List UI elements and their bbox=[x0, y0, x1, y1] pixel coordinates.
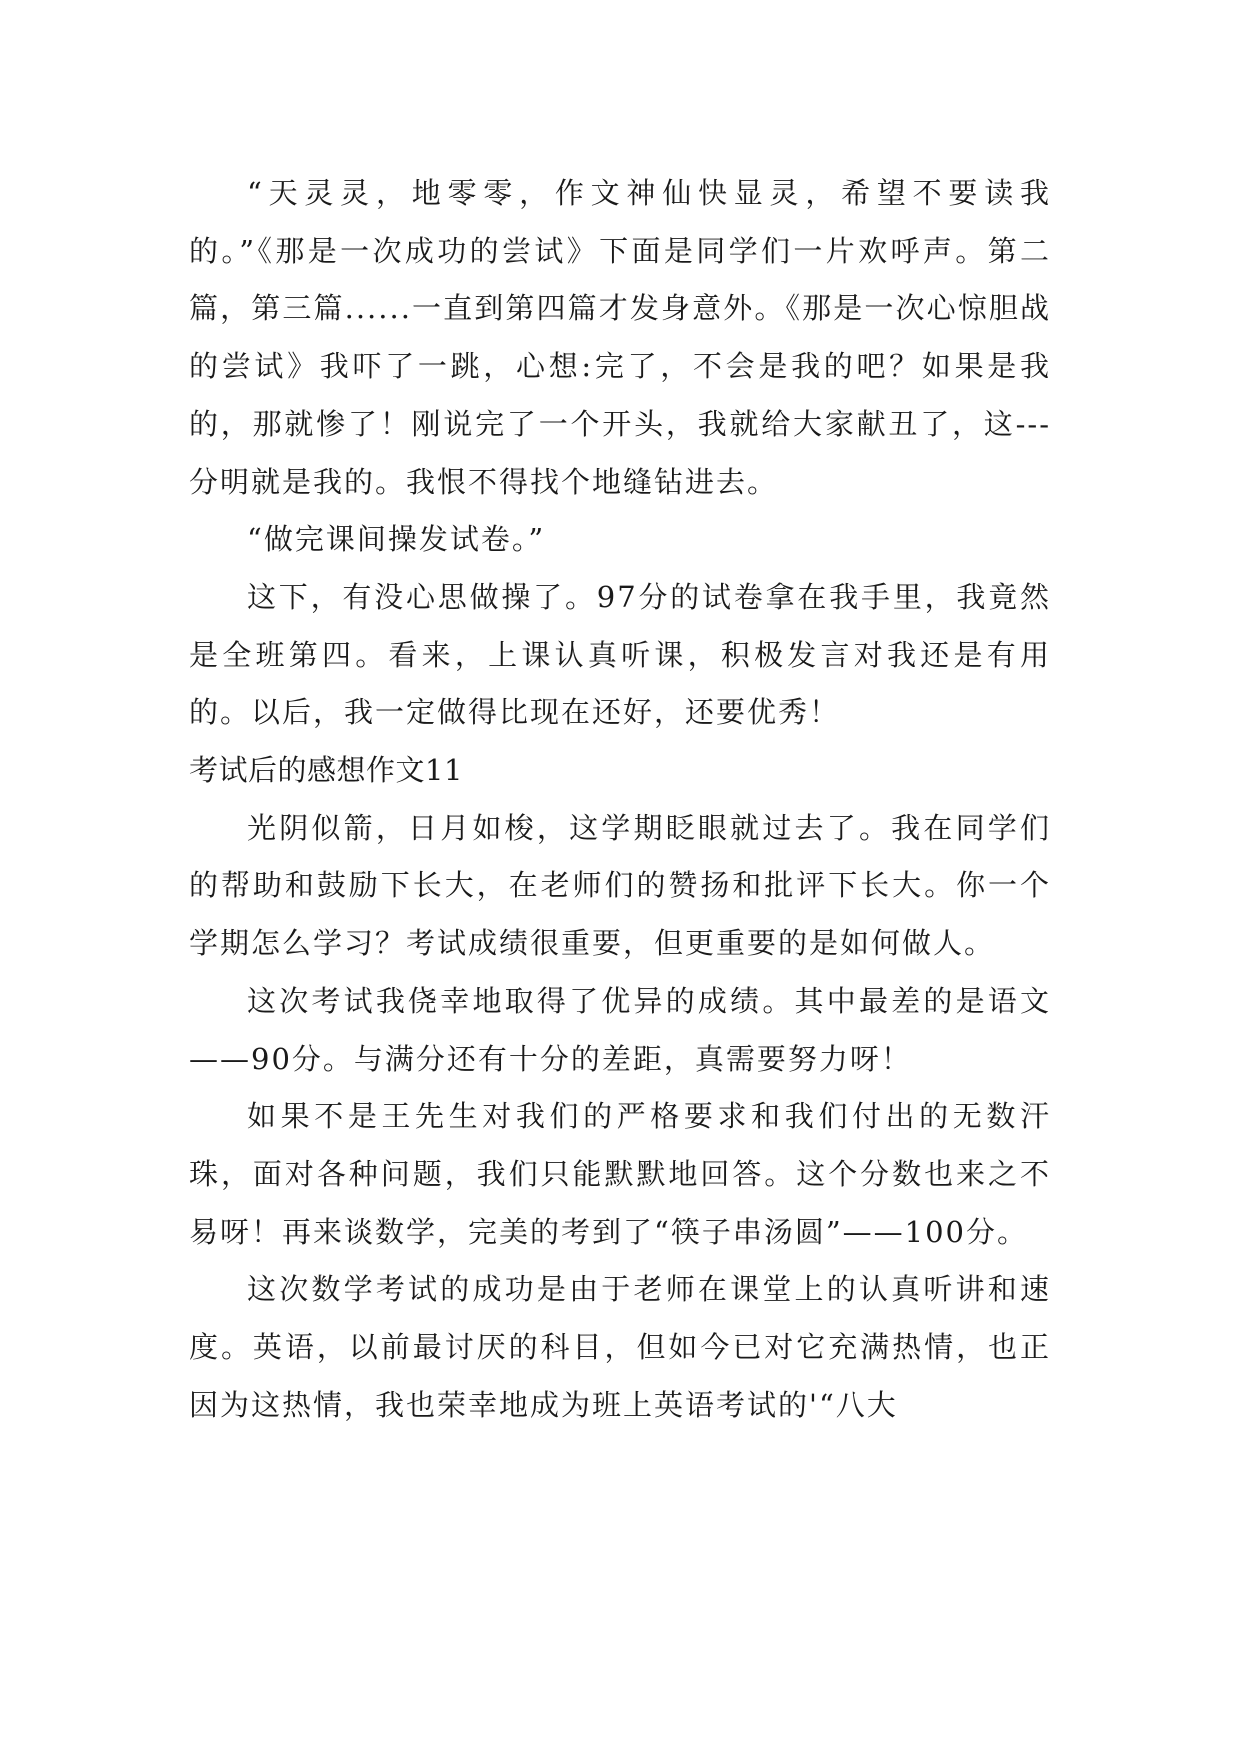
section-heading: 考试后的感想作文11 bbox=[189, 753, 463, 788]
document-body bbox=[189, 165, 1051, 1434]
paragraph: 如果不是王先生对我们的严格要求和我们付出的无数汗珠，面对各种问题，我们只能默默地回答。这个分数也来之不易呀！再来谈数学，完美的考到了“筷子串汤圆”——100分。 bbox=[189, 1099, 1051, 1249]
paragraph: 这次考试我侥幸地取得了优异的成绩。其中最差的是语文——90分。与满分还有十分的差距，真需要努力呀！ bbox=[189, 983, 1051, 1076]
paragraph: 这下，有没心思做操了。97分的试卷拿在我手里，我竟然是全班第四。看来，上课认真听课，积极发言对我还是有用的。以后，我一定做得比现在还好，还要优秀！ bbox=[189, 579, 1051, 730]
paragraph: 光阴似箭，日月如梭，这学期眨眼就过去了。我在同学们的帮助和鼓励下长大，在老师们的赞扬和批评下长大。你一个学期怎么学习？考试成绩很重要，但更重要的是如何做人。 bbox=[189, 810, 1051, 961]
paragraph: 这次数学考试的成功是由于老师在课堂上的认真听讲和速度。英语，以前最讨厌的科目，但如今已对它充满热情，也正因为这热情，我也荣幸地成为班上英语考试的'“八大 bbox=[189, 1272, 1051, 1422]
paragraph: “天灵灵，地零零，作文神仙快显灵，希望不要读我的。”《那是一次成功的尝试》下面是同学们一片欢呼声。第二篇，第三篇......一直到第四篇才发身意外。《那是一次心惊胆战的尝试》我吓了一跳，心想:完了，不会是我的吧？如果是我的，那就惨了！刚说完了一个开头，我就给大家献丑了，这---分明就是我的。我恨不得找个地缝钻进去。 bbox=[189, 176, 1051, 499]
paragraph: “做完课间操发试卷。” bbox=[247, 522, 546, 557]
